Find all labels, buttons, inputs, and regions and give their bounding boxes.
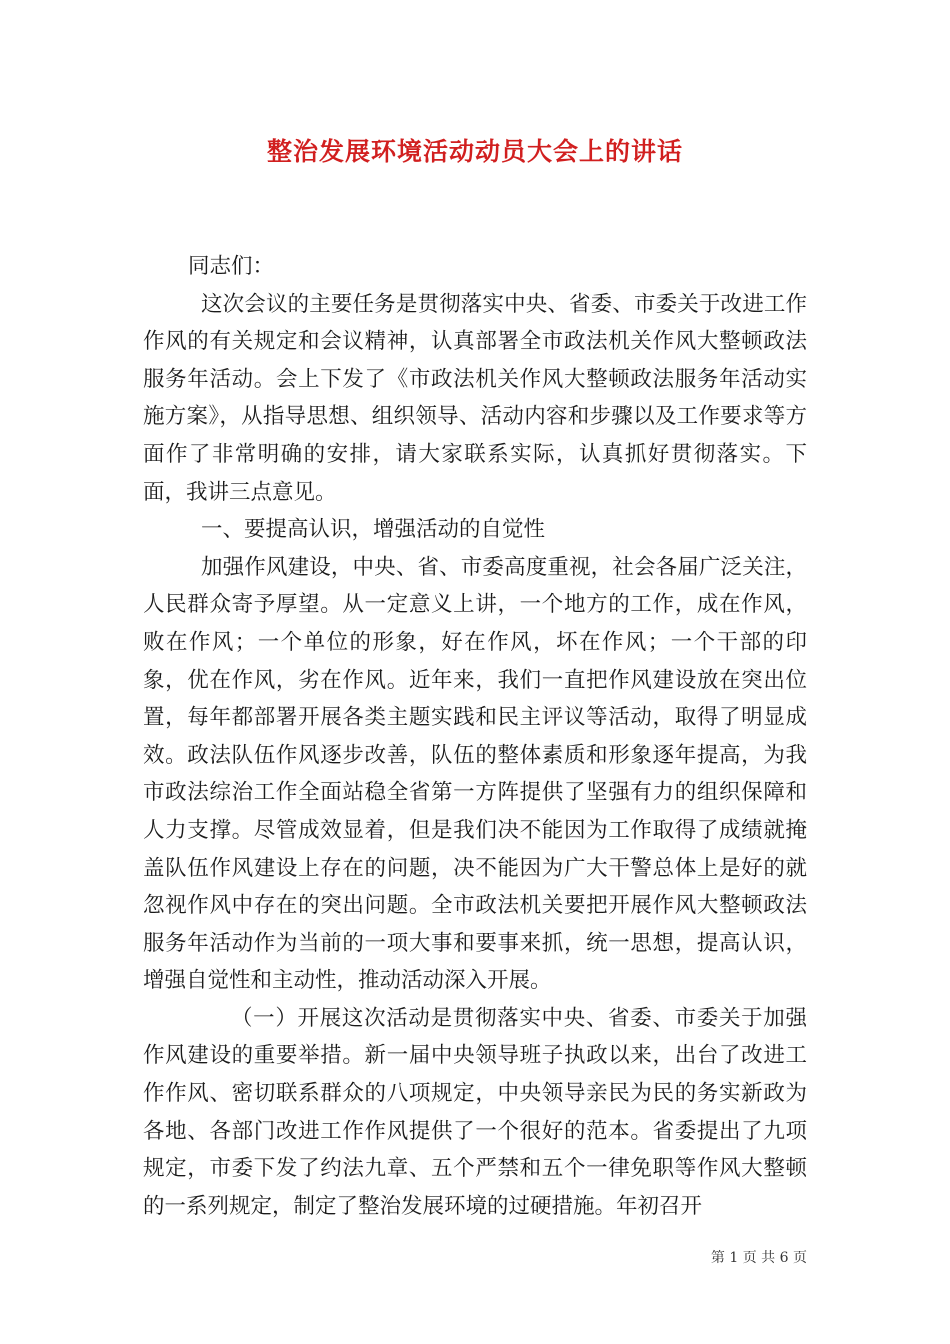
document-title: 整治发展环境活动动员大会上的讲话: [266, 137, 683, 166]
page-number: 第 1 页 共 6 页: [710, 1250, 807, 1266]
paragraph-subsection: （一）开展这次活动是贯彻落实中央、省委、市委关于加强作风建设的重要举措。新一届中央领导班子执政以来，出台了改进工作作风、密切联系群众的八项规定，中央领导亲民为民的务实新政为各地、各部门改进工作作风提供了一个很好的范本。省委提出了九项规定，市委下发了约法九章、五个严禁和五个一律免职等作风大整顿的一系列规定，制定了整治发展环境的过硬措施。年初召开: [143, 1005, 807, 1219]
section-heading: 一、要提高认识，增强活动的自觉性: [201, 517, 546, 543]
paragraph-intro: 这次会议的主要任务是贯彻落实中央、省委、市委关于改进工作作风的有关规定和会议精神，认真部署全市政法机关作风大整顿政法服务年活动。会上下发了《市政法机关作风大整顿政法服务年活动实施方案》，从指导思想、组织领导、活动内容和步骤以及工作要求等方面作了非常明确的安排，请大家联系实际，认真抓好贯彻落实。下面，我讲三点意见。: [143, 291, 807, 505]
salutation: 同志们：: [188, 254, 275, 279]
paragraph-body: 加强作风建设，中央、省、市委高度重视，社会各届广泛关注，人民群众寄予厚望。从一定意义上讲，一个地方的工作，成在作风，败在作风；一个单位的形象，好在作风，坏在作风；一个干部的印象，优在作风，劣在作风。近年来，我们一直把作风建设放在突出位置，每年都部署开展各类主题实践和民主评议等活动，取得了明显成效。政法队伍作风逐步改善，队伍的整体素质和形象逐年提高，为我市政法综治工作全面站稳全省第一方阵提供了坚强有力的组织保障和人力支撑。尽管成效显着，但是我们决不能因为工作取得了成绩就掩盖队伍作风建设上存在的问题，决不能因为广大干警总体上是好的就忽视作风中存在的突出问题。全市政法机关要把开展作风大整顿政法服务年活动作为当前的一项大事和要事来抓，统一思想，提高认识，增强自觉性和主动性，推动活动深入开展。: [143, 554, 807, 994]
document-body: [143, 248, 807, 1225]
